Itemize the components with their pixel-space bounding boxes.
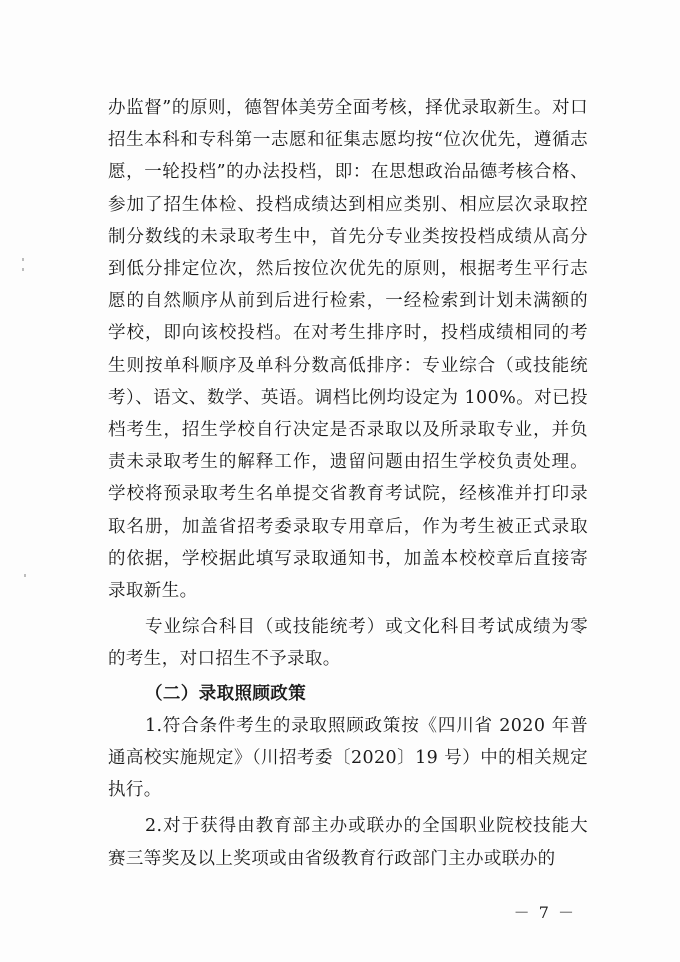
scan-mark [22, 268, 24, 271]
policy-item-2: 2.对于获得由教育部主办或联办的全国职业院校技能大赛三等奖及以上奖项或由省级教育行政部门主办或联办的 [108, 816, 588, 869]
body-paragraph-2: 专业综合科目（或技能统考）或文化科目考试成绩为零的考生，对口招生不予录取。 [108, 617, 588, 670]
scan-mark [22, 258, 24, 261]
page-number: － 7 － [513, 903, 576, 922]
policy-item-1: 1.符合条件考生的录取照顾政策按《四川省 2020 年普通高校实施规定》（川招考委〔2020〕19 号）中的相关规定执行。 [108, 715, 588, 801]
scan-mark [24, 574, 26, 577]
section-heading: （二）录取照顾政策 [145, 683, 307, 704]
body-paragraph-1: 办监督”的原则，德智体美劳全面考核，择优录取新生。对口招生本科和专科第一志愿和征集志愿均按“位次优先，遵循志愿，一轮投档”的办法投档，即：在思想政治品德考核合格、参加了招生体检、投档成绩达到相应类别、相应层次录取控制分数线的未录取考生中，首先分专业类按投档成绩从高分到低分排定位次，然后按位次优先的原则，根据考生平行志愿的自然顺序从前到后进行检索，一经检索到计划未满额的学校，即向该校投档。在对考生排序时，投档成绩相同的考生则按单科顺序及单科分数高低排序：专业综合（或技能统考）、语文、数学、英语。调档比例均设定为 100%。对已投档考生，招生学校自行决定是否录取以及所录取专业，并负责未录取考生的解释工作，遗留问题由招生学校负责处理。学校将预录取考生名单提交省教育考试院，经核准并打印录取名册，加盖省招考委录取专用章后，作为考生被正式录取的依据，学校据此填写录取通知书，加盖本校校章后直接寄录取新生。 [108, 98, 588, 602]
document-body [108, 92, 588, 875]
